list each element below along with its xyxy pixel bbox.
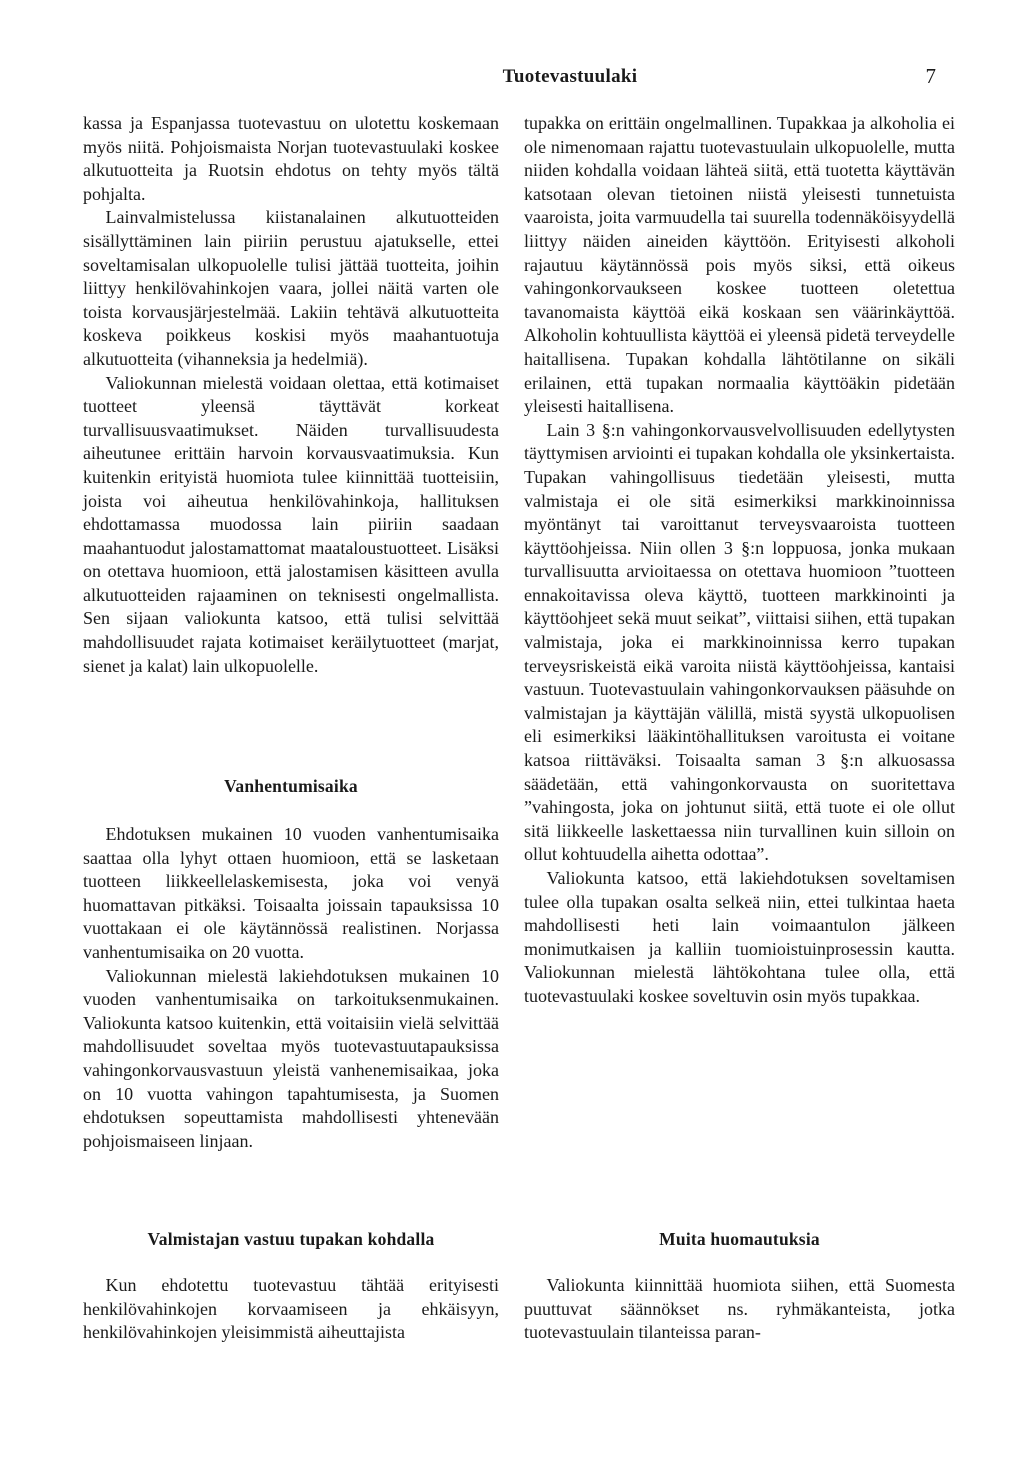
body-paragraph: Valiokunta kiinnittää huomiota siihen, että Suomesta puuttuvat säännökset ns. ryhmäkanteista, jotka tuotevastuulain tilanteissa paran- <box>524 1275 955 1343</box>
body-paragraph: Valiokunta katsoo, että lakiehdotuksen soveltamisen tulee olla tupakan osalta selkeä niin, ettei tulkintaa haeta mahdollisesti heti lain voimaantulon jälkeen monimutkaisen ja kalliin tuomioistuinprosessin kautta. Valiokunnan mielestä lähtökohtana tulee olla, että tuotevastuulaki koskee soveltuvin osin myös tupakkaa. <box>524 868 955 1006</box>
body-paragraph: Valiokunnan mielestä voidaan olettaa, että kotimaiset tuotteet yleensä täyttävät korkeat turvallisuusvaatimukset. Näiden turvallisuudesta aiheutunee erittäin harvoin korvausvaatimuksia. Kun kuitenkin erityistä huomiota tulee kiinnittää tuotteisiin, joista voi aiheutua henkilövahinkoja, hallituksen ehdottamassa muodossa lain piiriin saadaan maahantuodut jalostamattomat maataloustuotteet. Lisäksi on otettava huomioon, että jalostamisen käsitteen avulla alkutuotteiden rajaaminen on teknisesti ongelmallista. Sen sijaan valiokunta katsoo, että tulisi selvittää mahdollisuudet rajata kotimaiset keräilytuotteet (marjat, sienet ja kalat) lain ulkopuolelle. <box>83 372 499 676</box>
body-paragraph: Lain 3 §:n vahingonkorvausvelvollisuuden edellytysten täyttymisen arviointi ei tupakan kohdalla ole yksinkertaista. Tupakan vahingollisuus tiedetään yleisesti, mutta valmistaja ei ole sitä esimerkiksi markkinoinnissa myöntänyt tai varoittanut terveysvaaroista tuotteen käyttöohjeissa. Niin ollen 3 §:n loppuosa, jonka mukaan turvallisuutta arvioitaessa on otettava huomioon ”tuotteen ennakoitavissa oleva käyttö, tuotteen markkinointi ja käyttöohjeet sekä muut seikat”, viittaisi siihen, että tupakan valmistaja, joka ei markkinoinnissa kerro tupakan terveysriskeistä eikä varoita niistä käyttöohjeissa, kantaisi vastuun. Tuotevastuulain vahingonkorvauksen pääsuhde on valmistajan ja käyttäjän välillä, mistä syystä ulkopuolisen eli esimerkiksi lääkintöhallituksen varoitusta ei voitane katsoa riittäväksi. Toisaalta saman 3 §:n alkuosassa säädetään, että vahingonkorvausta on suoritettava ”vahingosta, joka on johtunut siitä, että tuote ei ole ollut sitä liikkeelle laskettaessa niin turvallinen kuin silloin on ollut kohtuudella aihetta odottaa”. <box>524 419 955 865</box>
right-column-main <box>524 112 955 1009</box>
body-paragraph: Lainvalmistelussa kiistanalainen alkutuotteiden sisällyttäminen lain piiriin perustuu ajatukselle, ettei soveltamisalan ulkopuolelle tulisi jättää tuotteita, joihin liittyy henkilövahinkojen vaara, jollei näitä varten ole toista korvausjärjestelmää. Lakiin tehtävä alkutuotteita koskeva poikkeus koskisi myös maahantuotuja alkutuotteita (vihanneksia ja hedelmiä). <box>83 207 499 369</box>
body-paragraph: kassa ja Espanjassa tuotevastuu on ulotettu koskemaan myös niitä. Pohjoismaista Norjan tuotevastuulaki koskee alkutuotteita ja Ruotsin ehdotus on tehty myös tältä pohjalta. <box>83 113 499 204</box>
body-paragraph: tupakka on erittäin ongelmallinen. Tupakkaa ja alkoholia ei ole nimenomaan rajattu tuotevastuulain ulkopuolelle, mutta niiden kohdalla voidaan lähteä siitä, että tuotetta käyttävän katsotaan olevan tietoinen niistä yleisesti tunnetuista vaaroista, joita varmuudella tai suurella todennäköisyydellä liittyy näiden aineiden käyttöön. Erityisesti alkoholi rajautuu käytännössä pois myös siksi, että oikeus vahingonkorvaukseen koskee tuotteen oletettua tavanomaista käyttöä eikä koskaan sen väärinkäyttöä. Alkoholin kohtuullista käyttöä ei yleensä pidetä terveydelle haitallisena. Tupakan kohdalla lähtötilanne on sikäli erilainen, että tupakan normaalia käyttöäkin pidetään yleisesti haitallisena. <box>524 113 955 417</box>
running-title: Tuotevastuulaki <box>502 66 638 87</box>
section-heading-muita-huomautuksia: Muita huomautuksia <box>659 1229 820 1249</box>
left-column-intro <box>83 112 499 678</box>
section-heading-valmistajan-vastuu: Valmistajan vastuu tupakan kohdalla <box>147 1229 435 1249</box>
body-paragraph: Kun ehdotettu tuotevastuu tähtää erityisesti henkilövahinkojen korvaamiseen ja ehkäisyyn, henkilövahinkojen yleisimmistä aiheuttajista <box>83 1275 499 1343</box>
body-paragraph: Ehdotuksen mukainen 10 vuoden vanhentumisaika saattaa olla lyhyt ottaen huomioon, että se lasketaan tuotteen liikkeellelaskemisesta, joka voi venyä huomattavan pitkäksi. Toisaalta joissain tapauksissa 10 vuottakaan ei ole käytännössä realistinen. Norjassa vanhentumisaika on 20 vuotta. <box>83 824 499 962</box>
right-column-muita <box>524 1274 955 1345</box>
left-column-vanhentumisaika <box>83 823 499 1153</box>
body-paragraph: Valiokunnan mielestä lakiehdotuksen mukainen 10 vuoden vanhentumisaika on tarkoituksenmukainen. Valiokunta katsoo kuitenkin, että voitaisiin vielä selvittää mahdollisuudet soveltaa myös tuotevastuutapauksissa vahingonkorvausvastuun yleistä vanhenemisaikaa, joka on 10 vuotta vahingon tapahtumisesta, ja Suomen ehdotuksen sopeuttamista mahdollisesti yhtenevään pohjoismaiseen linjaan. <box>83 965 499 1151</box>
page-number: 7 <box>925 64 936 88</box>
left-column-valmistajan <box>83 1274 499 1345</box>
section-heading-vanhentumisaika: Vanhentumisaika <box>224 776 358 796</box>
